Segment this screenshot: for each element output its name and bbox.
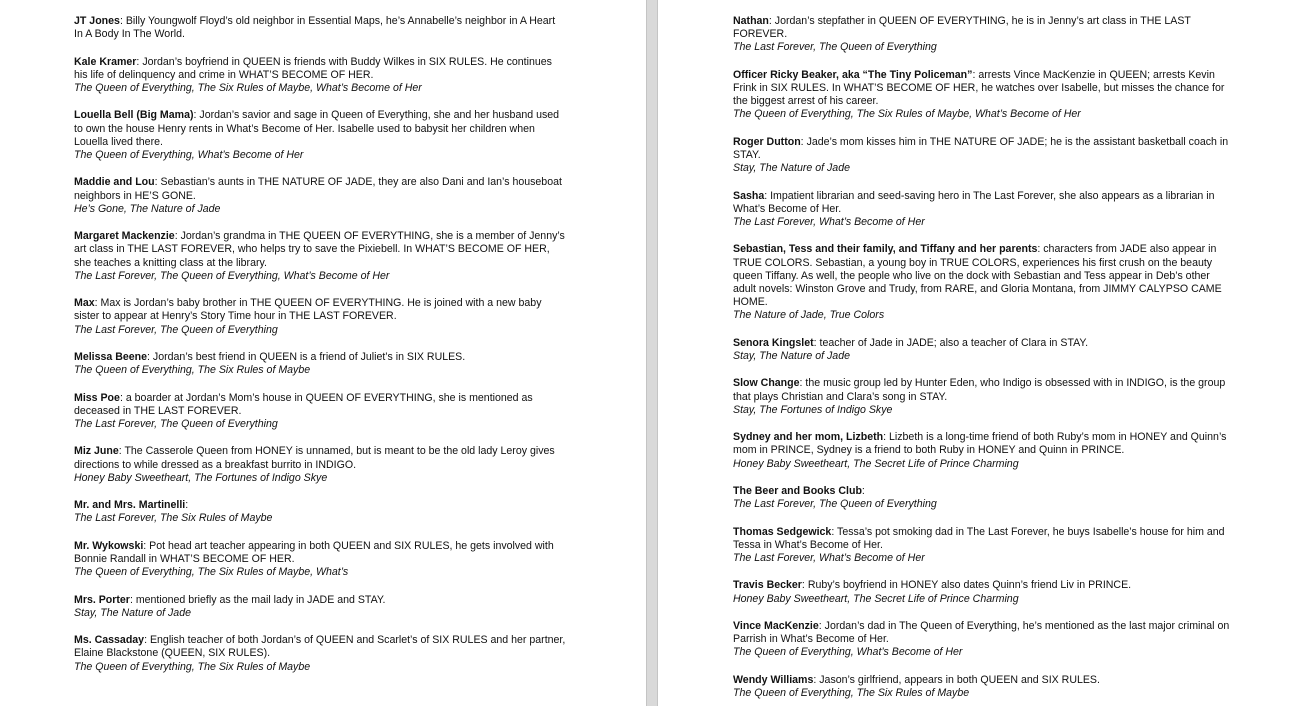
entry-text: Louella Bell (Big Mama): Jordan’s savior and sage in Queen of Everything, she and her husband used to own the house Henry rents in What’s Become of Her. Isabelle used to babysit her children when Louella lived there.	[74, 109, 560, 148]
entry-text: Max: Max is Jordan’s baby brother in THE QUEEN OF EVERYTHING. He is joined with a new baby sister to appear at Henry’s Story Time hour in THE LAST FOREVER.	[74, 297, 542, 323]
entry-text: Roger Dutton: Jade’s mom kisses him in THE NATURE OF JADE; he is the assistant basketball coach in STAY.	[733, 135, 1229, 161]
entry-name: Travis Becker	[733, 579, 802, 592]
entry-description: The Casserole Queen from HONEY is unnamed, but is meant to be the old lady Leroy gives directions to while dressed as a breakfast burrito in INDIGO.	[74, 445, 555, 471]
entry-text: Melissa Beene: Jordan’s best friend in QUEEN is a friend of Juliet’s in SIX RULES.	[74, 350, 466, 363]
entry	[74, 297, 566, 337]
entry-text: JT Jones: Billy Youngwolf Floyd’s old neighbor in Essential Maps, he’s Annabelle’s neighbor in A Heart In A Body In The World.	[74, 15, 556, 41]
entry-books: The Last Forever, What’s Become of Her	[733, 216, 925, 228]
entry-description: Billy Youngwolf Floyd’s old neighbor in Essential Maps, he’s Annabelle’s neighbor in A Heart In A Body In The World.	[74, 15, 556, 41]
entry-books: Honey Baby Sweetheart, The Secret Life of Prince Charming	[733, 457, 1019, 470]
entry-description: Jordan’s stepfather in QUEEN OF EVERYTHING, he is in Jenny’s art class in THE LAST FOREVER.	[733, 15, 1191, 41]
entry	[74, 594, 566, 620]
entry-name: Miss Poe	[74, 391, 120, 404]
entry	[733, 620, 1230, 660]
entry-text: Slow Change: the music group led by Hunter Eden, who Indigo is obsessed with in INDIGO, is the group that plays Christian and Clara’s song in STAY.	[733, 377, 1226, 403]
entry-name: Mr. Wykowski	[74, 539, 144, 552]
entry	[74, 634, 566, 674]
entry-text: Sasha: Impatient librarian and seed-saving hero in The Last Forever, she also appears as a librarian in What’s Become of Her.	[733, 189, 1215, 215]
entry-text: Thomas Sedgewick: Tessa’s pot smoking dad in The Last Forever, he buys Isabelle’s house for him and Tessa in What’s Become of Her.	[733, 525, 1225, 551]
entry-name: Nathan	[733, 15, 769, 27]
entry-books: The Queen of Everything, What’s Become of Her	[733, 646, 963, 659]
entry-description: Jordan’s savior and sage in Queen of Everything, she and her husband used to own the house Henry rents in What’s Become of Her. Isabelle used to babysit her children when Louella lived there.	[74, 109, 560, 148]
entry-description: Jade’s mom kisses him in THE NATURE OF JADE; he is the assistant basketball coach in STAY.	[733, 135, 1229, 161]
entry-description: Tessa’s pot smoking dad in The Last Forever, he buys Isabelle’s house for him and Tessa in What’s Become of Her.	[733, 525, 1225, 551]
entry-books: The Queen of Everything, The Six Rules of Maybe	[74, 364, 311, 377]
entry-text: Travis Becker: Ruby’s boyfriend in HONEY also dates Quinn’s friend Liv in PRINCE.	[733, 579, 1132, 592]
entry-books: The Last Forever, The Queen of Everything	[74, 323, 278, 336]
entry	[74, 109, 566, 162]
entry	[733, 674, 1230, 700]
document-page-right	[658, 0, 1302, 706]
entry-description: a boarder at Jordan’s Mom’s house in QUEEN OF EVERYTHING, she is mentioned as deceased in THE LAST FOREVER.	[74, 391, 533, 417]
entry-text: Mr. and Mrs. Martinelli:	[74, 499, 189, 512]
entry-text: Margaret Mackenzie: Jordan’s grandma in THE QUEEN OF EVERYTHING, she is a member of Jenny’s art class in THE LAST FOREVER, who helps try to save the Pixiebell. In WHAT’S BECOME OF HER, she teaches a knitting class at the library.	[74, 230, 565, 269]
entry-name: Melissa Beene	[74, 350, 148, 363]
entry-description: Jordan’s boyfriend in QUEEN is friends with Buddy Wilkes in SIX RULES. He continues his life of delinquency and crime in WHAT’S BECOME OF HER.	[74, 55, 552, 81]
entry	[733, 69, 1230, 122]
entry	[733, 377, 1230, 417]
entry-text: Wendy Williams: Jason’s girlfriend, appears in both QUEEN and SIX RULES.	[733, 673, 1100, 686]
entry-description: Impatient librarian and seed-saving hero in The Last Forever, she also appears as a librarian in What’s Become of Her.	[733, 189, 1215, 215]
entry-name: Max	[74, 297, 95, 310]
entry-name: The Beer and Books Club	[733, 484, 862, 497]
entry-name: Mrs. Porter	[74, 593, 130, 606]
entry-description: Ruby’s boyfriend in HONEY also dates Quinn’s friend Liv in PRINCE.	[807, 579, 1132, 592]
entry-description: Max is Jordan’s baby brother in THE QUEEN OF EVERYTHING. He is joined with a new baby sister to appear at Henry’s Story Time hour in THE LAST FOREVER.	[74, 297, 542, 323]
entry-books: He’s Gone, The Nature of Jade	[74, 202, 221, 215]
entry	[733, 15, 1230, 55]
entry-description: Lizbeth is a long-time friend of both Ruby’s mom in HONEY and Quinn’s mom in PRINCE, Sydney is a friend to both Ruby in HONEY and Quinn in PRINCE.	[733, 431, 1227, 457]
entry-name: Senora Kingslet	[733, 336, 814, 349]
entry-books: Stay, The Nature of Jade	[74, 606, 191, 619]
entry-books: The Nature of Jade, True Colors	[733, 309, 885, 322]
entry-name: Louella Bell (Big Mama)	[74, 109, 194, 122]
entry	[733, 526, 1230, 566]
entry-text: Senora Kingslet: teacher of Jade in JADE; also a teacher of Clara in STAY.	[733, 336, 1089, 349]
entry	[74, 176, 566, 216]
entry-name: Slow Change	[733, 377, 800, 390]
entry	[74, 56, 566, 96]
entry-list	[733, 15, 1230, 706]
entry	[733, 337, 1230, 363]
page-gutter	[646, 0, 658, 706]
entry-books: The Last Forever, What’s Become of Her	[733, 551, 925, 564]
entry	[74, 15, 566, 41]
entry-books: Honey Baby Sweetheart, The Fortunes of Indigo Skye	[74, 471, 328, 484]
entry-books: The Last Forever, The Queen of Everything, What’s Become of Her	[74, 269, 390, 282]
entry-text: Sebastian, Tess and their family, and Tiffany and her parents: characters from JADE also appear in TRUE COLORS. Sebastian, a young boy in TRUE COLORS, experiences his first crush on the beauty queen Tiffany. As well, the people who live on the dock with Sebastian and Tess appear in Deb’s other adult novels: Winston Grove and Trudy, from RARE, and Gloria Montana, from JIMMY CALYPSO CAME HOME.	[733, 243, 1222, 309]
entry-name: JT Jones	[74, 15, 120, 27]
entry-text: Vince MacKenzie: Jordan’s dad in The Queen of Everything, he’s mentioned as the last major criminal on Parrish in What’s Become of Her.	[733, 619, 1230, 646]
entry-description: the music group led by Hunter Eden, who Indigo is obsessed with in INDIGO, is the group that plays Christian and Clara’s song in STAY.	[733, 377, 1226, 403]
entry-text: Ms. Cassaday: English teacher of both Jordan’s of QUEEN and Scarlet’s of SIX RULES and her partner, Elaine Blackstone (QUEEN, SIX RULES).	[74, 634, 566, 660]
entry-books: Stay, The Nature of Jade	[733, 350, 850, 362]
entry	[74, 351, 566, 377]
entry-description: teacher of Jade in JADE; also a teacher of Clara in STAY.	[819, 336, 1089, 349]
entry-description: Jason’s girlfriend, appears in both QUEEN and SIX RULES.	[819, 673, 1100, 686]
entry-description: English teacher of both Jordan’s of QUEEN and Scarlet’s of SIX RULES and her partner, Elaine Blackstone (QUEEN, SIX RULES).	[74, 634, 566, 660]
entry-books: The Last Forever, The Queen of Everything	[74, 417, 278, 430]
entry-books: The Queen of Everything, The Six Rules of Maybe, What’s	[74, 566, 349, 579]
entry-name: Miz June	[74, 445, 119, 458]
entry-name: Mr. and Mrs. Martinelli	[74, 499, 186, 512]
entry-text: Mrs. Porter: mentioned briefly as the mail lady in JADE and STAY.	[74, 593, 386, 606]
entry-name: Wendy Williams	[733, 673, 814, 686]
entry	[74, 230, 566, 283]
entry-name: Margaret Mackenzie	[74, 230, 175, 243]
entry	[733, 190, 1230, 230]
entry	[733, 431, 1230, 471]
entry	[74, 392, 566, 432]
entry-description: characters from JADE also appear in TRUE COLORS. Sebastian, a young boy in TRUE COLORS, experiences his first crush on the beauty queen Tiffany. As well, the people who live on the dock with Sebastian and Tess appear in Deb’s other adult novels: Winston Grove and Trudy, from RARE, and Gloria Montana, from JIMMY CALYPSO CAME HOME.	[733, 243, 1222, 309]
entry-text: Officer Ricky Beaker, aka “The Tiny Policeman”: arrests Vince MacKenzie in QUEEN; arrests Kevin Frink in SIX RULES. In WHAT’S BECOME OF HER, he watches over Isabelle, but misses the chance for the biggest arrest of his career.	[733, 68, 1225, 108]
entry-name: Kale Kramer	[74, 55, 137, 68]
entry-name: Maddie and Lou	[74, 176, 155, 189]
entry-name: Vince MacKenzie	[733, 619, 819, 632]
entry	[733, 243, 1230, 322]
entry-text: Nathan: Jordan’s stepfather in QUEEN OF EVERYTHING, he is in Jenny’s art class in THE LAST FOREVER.	[733, 15, 1191, 41]
entry	[74, 445, 566, 485]
entry-name: Sebastian, Tess and their family, and Tiffany and her parents	[733, 243, 1038, 256]
entry-books: The Queen of Everything, The Six Rules of Maybe, What’s Become of Her	[733, 108, 1081, 121]
entry-text: Miss Poe: a boarder at Jordan’s Mom’s house in QUEEN OF EVERYTHING, she is mentioned as deceased in THE LAST FOREVER.	[74, 391, 533, 417]
entry-description: Jordan’s dad in The Queen of Everything, he’s mentioned as the last major criminal on Parrish in What’s Become of Her.	[733, 619, 1230, 646]
entry-name: Roger Dutton	[733, 135, 801, 148]
entry	[733, 579, 1230, 605]
entry-books: The Queen of Everything, The Six Rules of Maybe	[733, 686, 970, 699]
entry-text: Sydney and her mom, Lizbeth: Lizbeth is a long-time friend of both Ruby’s mom in HONEY and Quinn’s mom in PRINCE, Sydney is a friend to both Ruby in HONEY and Quinn in PRINCE.	[733, 431, 1227, 457]
entry	[733, 136, 1230, 176]
entry-books: The Queen of Everything, What’s Become of Her	[74, 149, 304, 161]
entry-text: Miz June: The Casserole Queen from HONEY is unnamed, but is meant to be the old lady Leroy gives directions to while dressed as a breakfast burrito in INDIGO.	[74, 445, 555, 471]
entry-books: Stay, The Fortunes of Indigo Skye	[733, 403, 893, 416]
entry-text: Mr. Wykowski: Pot head art teacher appearing in both QUEEN and SIX RULES, he gets involved with Bonnie Randall in WHAT’S BECOME OF HER.	[74, 539, 554, 565]
entry	[74, 540, 566, 580]
entry	[733, 485, 1230, 511]
entry-description: Pot head art teacher appearing in both QUEEN and SIX RULES, he gets involved with Bonnie Randall in WHAT’S BECOME OF HER.	[74, 539, 554, 565]
entry-description: arrests Vince MacKenzie in QUEEN; arrests Kevin Frink in SIX RULES. In WHAT’S BECOME OF HER, he watches over Isabelle, but misses the chance for the biggest arrest of his career.	[733, 68, 1225, 108]
entry-description: Jordan’s grandma in THE QUEEN OF EVERYTHING, she is a member of Jenny’s art class in THE LAST FOREVER, who helps try to save the Pixiebell. In WHAT’S BECOME OF HER, she teaches a knitting class at the library.	[74, 230, 565, 269]
entry-name: Sasha	[733, 189, 765, 202]
entry-list	[74, 15, 566, 688]
entry-text: The Beer and Books Club:	[733, 484, 865, 497]
entry-name: Thomas Sedgewick	[733, 525, 832, 538]
entry-books: The Queen of Everything, The Six Rules of Maybe, What’s Become of Her	[74, 82, 422, 94]
entry-description: Jordan’s best friend in QUEEN is a friend of Juliet’s in SIX RULES.	[152, 350, 466, 363]
entry-text: Maddie and Lou: Sebastian’s aunts in THE NATURE OF JADE, they are also Dani and Ian’s houseboat neighbors in HE’S GONE.	[74, 176, 562, 202]
entry-books: The Queen of Everything, The Six Rules of Maybe	[74, 660, 311, 673]
entry-books: The Last Forever, The Queen of Everything	[733, 41, 937, 54]
entry-description: Sebastian’s aunts in THE NATURE OF JADE, they are also Dani and Ian’s houseboat neighbors in HE’S GONE.	[74, 176, 562, 202]
entry-books: Honey Baby Sweetheart, The Secret Life of Prince Charming	[733, 592, 1019, 605]
entry-description: mentioned briefly as the mail lady in JADE and STAY.	[135, 593, 386, 606]
entry-name: Ms. Cassaday	[74, 634, 145, 647]
entry-books: Stay, The Nature of Jade	[733, 162, 850, 175]
entry-books: The Last Forever, The Queen of Everything	[733, 498, 937, 511]
entry	[74, 499, 566, 525]
entry-name: Sydney and her mom, Lizbeth	[733, 431, 884, 444]
entry-text: Kale Kramer: Jordan’s boyfriend in QUEEN is friends with Buddy Wilkes in SIX RULES. He continues his life of delinquency and crime in WHAT’S BECOME OF HER.	[74, 55, 552, 81]
entry-books: The Last Forever, The Six Rules of Maybe	[74, 512, 273, 525]
document-page-left	[0, 0, 646, 706]
entry-name: Officer Ricky Beaker, aka “The Tiny Policeman”	[733, 68, 973, 81]
